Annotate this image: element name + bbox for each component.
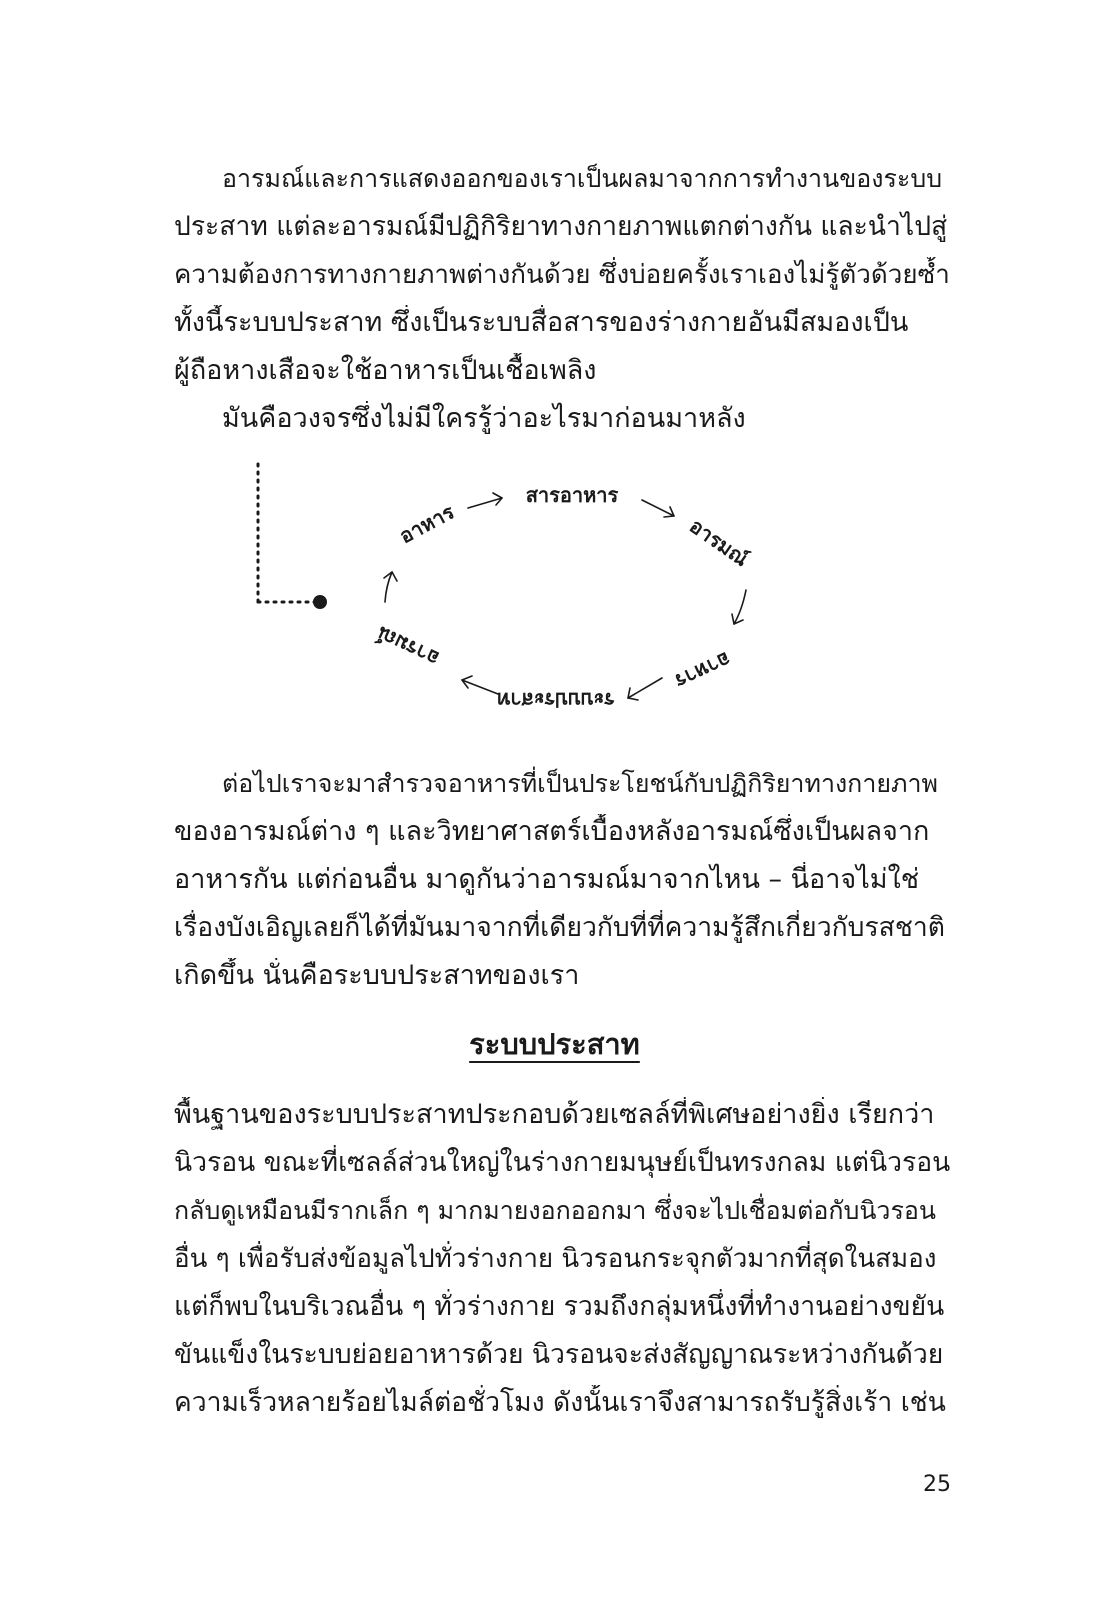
cycle-label-food: อาหาร: [395, 499, 459, 549]
paragraph-1-line-3: ความต้องการทางกายภาพต่างกันด้วย ซึ่งบ่อยครั้งเราเองไม่รู้ตัวด้วยซ้ำ: [174, 260, 950, 290]
cycle-label-right-bottom: อาหาร: [671, 647, 735, 694]
cycle-label-left-bottom: อารมณ์: [373, 621, 443, 672]
paragraph-4-line-1: พื้นฐานของระบบประสาทประกอบด้วยเซลล์ที่พิเศษอย่างยิ่ง เรียกว่า: [174, 1099, 935, 1130]
start-dot: [313, 595, 327, 609]
cycle-label-nutrient: สารอาหาร: [525, 483, 619, 507]
cycle-label-nervous-system: ระบบประสาท: [497, 688, 615, 712]
paragraph-3-line-5: เกิดขึ้น นั่นคือระบบประสาทของเรา: [174, 960, 580, 991]
arrow-nutrient-to-emotion: [642, 500, 674, 517]
paragraph-3-line-4: เรื่องบังเอิญเลยก็ได้ที่มันมาจากที่เดียวกับที่ที่ความรู้สึกเกี่ยวกับรสชาติ: [174, 912, 945, 943]
paragraph-4-line-3: กลับดูเหมือนมีรากเล็ก ๆ มากมายงอกออกมา ซึ่งจะไปเชื่อมต่อกับนิวรอน: [174, 1196, 936, 1225]
arrow-up-to-food: [384, 572, 397, 602]
paragraph-3-line-1: ต่อไปเราจะมาสำรวจอาหารที่เป็นประโยชน์กับปฏิกิริยาทางกายภาพ: [222, 769, 939, 798]
arrow-food-to-nutrient: [468, 493, 502, 508]
paragraph-1-line-5: ผู้ถือหางเสือจะใช้อาหารเป็นเชื้อเพลิง: [174, 355, 597, 386]
paragraph-4-line-4: อื่น ๆ เพื่อรับส่งข้อมูลไปทั่วร่างกาย นิวรอนกระจุกตัวมากที่สุดในสมอง: [174, 1244, 937, 1274]
food-emotion-cycle-diagram: [230, 450, 790, 730]
paragraph-4-line-5: แต่ก็พบในบริเวณอื่น ๆ ทั่วร่างกาย รวมถึงกลุ่มหนึ่งที่ทำงานอย่างขยัน: [174, 1291, 945, 1322]
paragraph-4-line-2: นิวรอน ขณะที่เซลล์ส่วนใหญ่ในร่างกายมนุษย์เป็นทรงกลม แต่นิวรอน: [174, 1147, 950, 1178]
arrow-emotion-down: [732, 590, 746, 624]
arrow-center-to-bottom-left: [462, 676, 498, 694]
paragraph-1-line-4: ทั้งนี้ระบบประสาท ซึ่งเป็นระบบสื่อสารของร่างกายอันมีสมองเป็น: [174, 307, 909, 338]
cycle-label-emotion: อารมณ์: [685, 513, 753, 571]
paragraph-3-line-2: ของอารมณ์ต่าง ๆ และวิทยาศาสตร์เบื้องหลังอารมณ์ซึ่งเป็นผลจาก: [174, 816, 930, 847]
paragraph-4-line-7: ความเร็วหลายร้อยไมล์ต่อชั่วโมง ดังนั้นเราจึงสามารถรับรู้สิ่งเร้า เช่น: [174, 1387, 946, 1418]
paragraph-1-line-1: อารมณ์และการแสดงออกของเราเป็นผลมาจากการทำงานของระบบ: [222, 164, 943, 193]
paragraph-2-line-1: มันคือวงจรซึ่งไม่มีใครรู้ว่าอะไรมาก่อนมาหลัง: [222, 403, 746, 434]
section-heading-text: ระบบประสาท: [469, 1027, 640, 1061]
section-heading: [0, 1024, 1109, 1064]
paragraph-3-line-3: อาหารกัน แต่ก่อนอื่น มาดูกันว่าอารมณ์มาจากไหน – นี่อาจไม่ใช่: [174, 864, 920, 895]
arrow-bottom-right-to-center: [628, 678, 662, 700]
page-number: 25: [923, 1472, 951, 1497]
paragraph-4-line-6: ขันแข็งในระบบย่อยอาหารด้วย นิวรอนจะส่งสัญญาณระหว่างกันด้วย: [174, 1339, 944, 1370]
paragraph-1-line-2: ประสาท แต่ละอารมณ์มีปฏิกิริยาทางกายภาพแตกต่างกัน และนำไปสู่: [174, 211, 948, 242]
